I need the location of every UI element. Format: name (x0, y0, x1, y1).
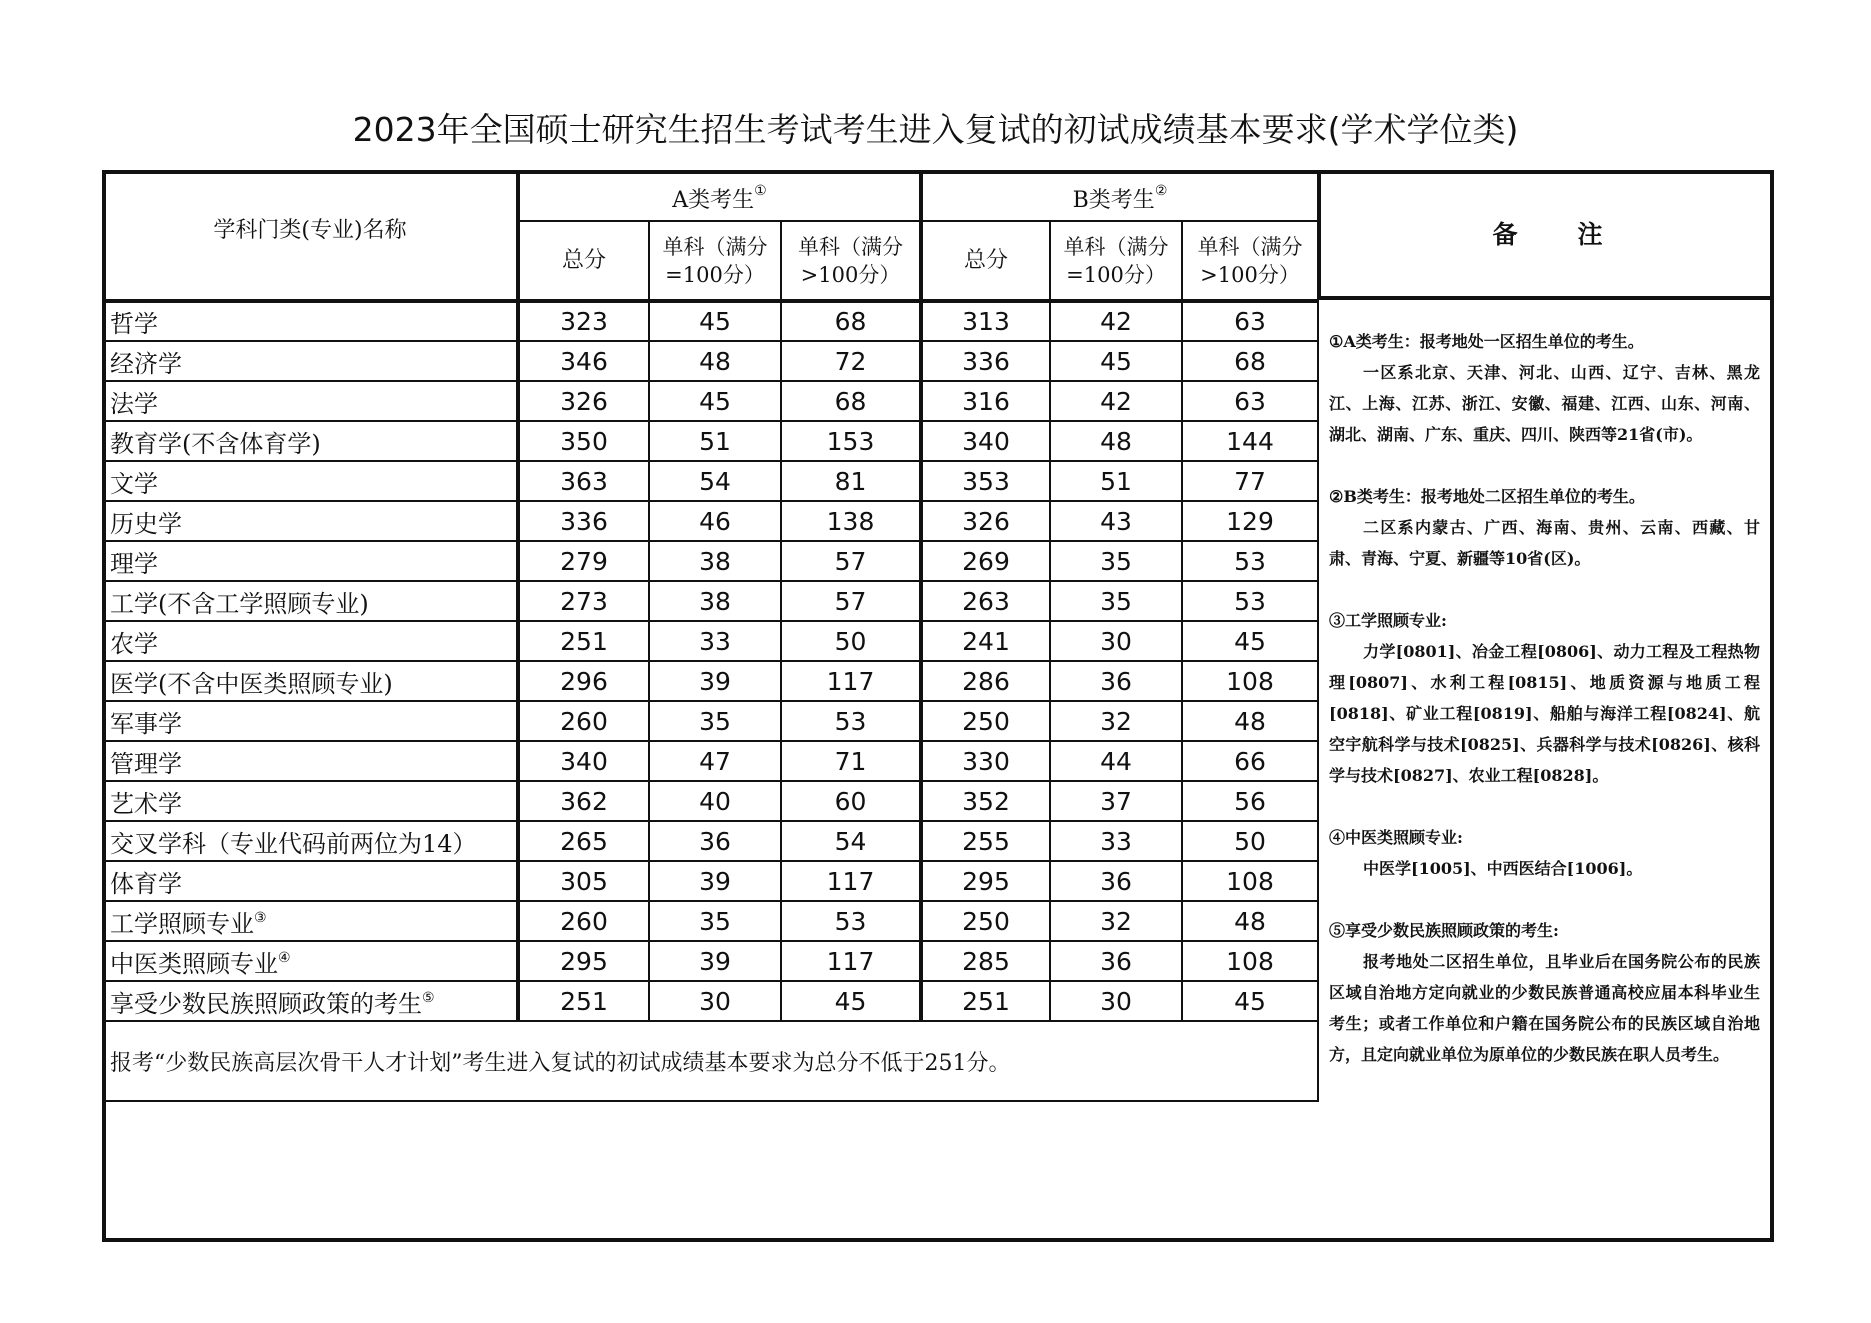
notes-header-label: 备注 (1492, 220, 1663, 249)
score-cell-a-s100: 38 (649, 581, 781, 621)
subject-name: 教育学(不含体育学) (110, 429, 321, 458)
score-cell-a-s100: 54 (649, 461, 781, 501)
score-cell-a-s100: 39 (649, 661, 781, 701)
header-b-total: 总分 (921, 221, 1050, 301)
score-cell-a-s100: 47 (649, 741, 781, 781)
note-minority (1329, 915, 1760, 1070)
score-cell-b-total: 336 (921, 341, 1050, 381)
header-line: 单科（满分 (798, 234, 903, 259)
score-cell-a-total: 340 (518, 741, 649, 781)
score-cell-a-total: 265 (518, 821, 649, 861)
score-cell-b-s100: 35 (1050, 541, 1182, 581)
score-cell-a-total: 336 (518, 501, 649, 541)
score-cell-a-s100: 40 (649, 781, 781, 821)
score-cell-a-total: 260 (518, 901, 649, 941)
header-line: >100分） (800, 262, 901, 287)
score-cell-a-sgt: 45 (781, 981, 921, 1021)
subject-name: 交叉学科（专业代码前两位为14） (110, 829, 477, 858)
score-cell-b-total: 313 (921, 301, 1050, 341)
note-heading: ③工学照顾专业: (1329, 611, 1447, 630)
header-group-b-label: B类考生 (1072, 188, 1155, 213)
footnote-mark: ① (754, 183, 767, 199)
score-cell-b-s100: 48 (1050, 421, 1182, 461)
score-cell-b-s100: 42 (1050, 381, 1182, 421)
score-cell-b-total: 285 (921, 941, 1050, 981)
score-cell-a-total: 323 (518, 301, 649, 341)
score-cell-b-sgt: 45 (1182, 621, 1318, 661)
score-cell-a-total: 279 (518, 541, 649, 581)
subject-name: 历史学 (110, 509, 182, 538)
subject-name: 艺术学 (110, 789, 182, 818)
score-cell-a-total: 326 (518, 381, 649, 421)
score-cell-a-sgt: 57 (781, 541, 921, 581)
score-cell-a-total: 295 (518, 941, 649, 981)
score-cell-a-total: 305 (518, 861, 649, 901)
score-cell-b-sgt: 53 (1182, 581, 1318, 621)
score-cell-b-total: 353 (921, 461, 1050, 501)
score-cell-b-total: 352 (921, 781, 1050, 821)
note-heading: ④中医类照顾专业: (1329, 828, 1463, 847)
footer-note: 报考“少数民族高层次骨干人才计划”考生进入复试的初试成绩基本要求为总分不低于251分。 (103, 1021, 1318, 1101)
note-tcm (1329, 822, 1760, 884)
score-cell-b-total: 269 (921, 541, 1050, 581)
score-cell-b-s100: 51 (1050, 461, 1182, 501)
score-cell-b-s100: 42 (1050, 301, 1182, 341)
score-cell-b-sgt: 63 (1182, 301, 1318, 341)
score-cell-a-s100: 35 (649, 901, 781, 941)
score-cell-b-sgt: 48 (1182, 901, 1318, 941)
note-text: 力学[0801]、冶金工程[0806]、动力工程及工程热物理[0807]、水利工程[0815]、地质资源与地质工程[0818]、矿业工程[0819]、船舶与海洋工程[0824]、航空宇航科学与技术[0825]、兵器科学与技术[0826]、核科学与技术[0827]、农业工程[0828]。 (1329, 642, 1760, 785)
score-cell-a-s100: 39 (649, 861, 781, 901)
score-cell-a-total: 273 (518, 581, 649, 621)
footnote-mark: ③ (254, 909, 267, 926)
subject-name: 农学 (110, 629, 158, 658)
subject-name: 工学(不含工学照顾专业) (110, 589, 369, 618)
subject-name: 经济学 (110, 349, 182, 378)
score-cell-a-sgt: 117 (781, 661, 921, 701)
note-heading: ⑤享受少数民族照顾政策的考生: (1329, 921, 1559, 940)
score-cell-b-s100: 35 (1050, 581, 1182, 621)
score-cell-a-sgt: 54 (781, 821, 921, 861)
score-cell-b-sgt: 45 (1182, 981, 1318, 1021)
subject-name: 理学 (110, 549, 158, 578)
notes-header (1317, 170, 1774, 300)
score-cell-b-total: 250 (921, 701, 1050, 741)
score-cell-a-s100: 39 (649, 941, 781, 981)
note-text: 一区系北京、天津、河北、山西、辽宁、吉林、黑龙江、上海、江苏、浙江、安徽、福建、江西、山东、河南、湖北、湖南、广东、重庆、四川、陕西等21省(市)。 (1329, 363, 1760, 444)
score-cell-b-sgt: 53 (1182, 541, 1318, 581)
score-cell-b-s100: 36 (1050, 661, 1182, 701)
score-cell-a-sgt: 68 (781, 381, 921, 421)
score-cell-a-s100: 48 (649, 341, 781, 381)
score-cell-b-total: 286 (921, 661, 1050, 701)
score-cell-a-total: 251 (518, 981, 649, 1021)
score-cell-a-sgt: 153 (781, 421, 921, 461)
score-cell-a-total: 260 (518, 701, 649, 741)
header-line: =100分） (665, 262, 765, 287)
score-cell-b-sgt: 56 (1182, 781, 1318, 821)
header-a-total: 总分 (518, 221, 649, 301)
score-cell-a-s100: 46 (649, 501, 781, 541)
header-line: 单科（满分 (1063, 234, 1169, 259)
score-cell-b-total: 241 (921, 621, 1050, 661)
score-cell-b-total: 251 (921, 981, 1050, 1021)
subject-name: 法学 (110, 389, 158, 418)
score-cell-b-s100: 37 (1050, 781, 1182, 821)
footnote-mark: ⑤ (422, 989, 435, 1006)
score-cell-b-s100: 36 (1050, 861, 1182, 901)
note-text: 二区系内蒙古、广西、海南、贵州、云南、西藏、甘肃、青海、宁夏、新疆等10省(区)。 (1329, 518, 1760, 568)
notes-panel (1321, 300, 1770, 1238)
score-cell-a-sgt: 72 (781, 341, 921, 381)
score-cell-a-total: 296 (518, 661, 649, 701)
score-cell-a-s100: 36 (649, 821, 781, 861)
header-line: >100分） (1200, 262, 1300, 287)
score-cell-b-sgt: 144 (1182, 421, 1318, 461)
subject-name: 哲学 (110, 310, 158, 338)
score-cell-a-sgt: 53 (781, 901, 921, 941)
score-cell-b-s100: 44 (1050, 741, 1182, 781)
score-cell-b-total: 250 (921, 901, 1050, 941)
score-cell-b-sgt: 68 (1182, 341, 1318, 381)
score-cell-a-sgt: 50 (781, 621, 921, 661)
score-cell-b-sgt: 63 (1182, 381, 1318, 421)
score-cell-a-s100: 38 (649, 541, 781, 581)
subject-name: 医学(不含中医类照顾专业) (110, 669, 393, 698)
score-cell-a-total: 350 (518, 421, 649, 461)
score-cell-b-s100: 30 (1050, 981, 1182, 1021)
score-cell-b-s100: 43 (1050, 501, 1182, 541)
score-cell-a-sgt: 57 (781, 581, 921, 621)
score-cell-b-total: 263 (921, 581, 1050, 621)
subject-name: 军事学 (110, 709, 182, 738)
score-cell-b-total: 316 (921, 381, 1050, 421)
note-text: 中医学[1005]、中西医结合[1006]。 (1363, 859, 1643, 878)
score-cell-a-s100: 30 (649, 981, 781, 1021)
score-cell-b-sgt: 66 (1182, 741, 1318, 781)
header-line: 单科（满分 (662, 234, 768, 259)
score-cell-b-total: 255 (921, 821, 1050, 861)
score-cell-b-s100: 45 (1050, 341, 1182, 381)
score-cell-a-sgt: 68 (781, 301, 921, 341)
score-cell-b-total: 295 (921, 861, 1050, 901)
score-cell-a-s100: 35 (649, 701, 781, 741)
score-cell-b-sgt: 108 (1182, 661, 1318, 701)
score-cell-a-sgt: 117 (781, 941, 921, 981)
note-b (1329, 481, 1760, 574)
score-cell-a-s100: 45 (649, 381, 781, 421)
score-cell-a-sgt: 138 (781, 501, 921, 541)
header-group-a-label: A类考生 (672, 188, 755, 213)
footnote-mark: ② (1154, 183, 1168, 199)
score-cell-b-s100: 36 (1050, 941, 1182, 981)
score-cell-b-sgt: 77 (1182, 461, 1318, 501)
score-cell-a-total: 363 (518, 461, 649, 501)
footnote-mark: ④ (278, 949, 291, 966)
subject-name: 享受少数民族照顾政策的考生 (110, 989, 422, 1018)
score-cell-a-sgt: 71 (781, 741, 921, 781)
score-cell-a-total: 362 (518, 781, 649, 821)
score-cell-b-sgt: 50 (1182, 821, 1318, 861)
note-heading: ①A类考生：报考地处一区招生单位的考生。 (1329, 332, 1644, 351)
score-cell-b-s100: 32 (1050, 901, 1182, 941)
score-cell-b-sgt: 48 (1182, 701, 1318, 741)
score-cell-b-sgt: 108 (1182, 941, 1318, 981)
score-cell-b-total: 326 (921, 501, 1050, 541)
subject-name: 中医类照顾专业 (110, 949, 278, 978)
note-text: 报考地处二区招生单位，且毕业后在国务院公布的民族区域自治地方定向就业的少数民族普通高校应届本科毕业生考生；或者工作单位和户籍在国务院公布的民族区域自治地方，且定向就业单位为原单位的少数民族在职人员考生。 (1329, 952, 1760, 1064)
score-cell-b-s100: 30 (1050, 621, 1182, 661)
score-cell-a-s100: 51 (649, 421, 781, 461)
score-cell-b-total: 340 (921, 421, 1050, 461)
score-cell-b-sgt: 108 (1182, 861, 1318, 901)
score-cell-a-sgt: 60 (781, 781, 921, 821)
score-cell-a-sgt: 81 (781, 461, 921, 501)
note-heading: ②B类考生：报考地处二区招生单位的考生。 (1329, 487, 1645, 506)
score-cell-b-s100: 33 (1050, 821, 1182, 861)
score-cell-a-s100: 33 (649, 621, 781, 661)
header-line: 单科（满分 (1197, 234, 1303, 259)
note-engineering (1329, 605, 1760, 791)
score-cell-a-s100: 45 (649, 301, 781, 341)
subject-name: 管理学 (110, 749, 182, 778)
header-line: =100分） (1066, 262, 1166, 287)
score-cell-a-total: 251 (518, 621, 649, 661)
score-cell-b-s100: 32 (1050, 701, 1182, 741)
subject-name: 体育学 (110, 869, 182, 898)
score-cell-a-sgt: 53 (781, 701, 921, 741)
subject-name: 文学 (110, 469, 158, 498)
score-cell-b-total: 330 (921, 741, 1050, 781)
note-a (1329, 326, 1760, 450)
header-subject-label: 学科门类(专业)名称 (213, 218, 407, 243)
score-cell-a-sgt: 117 (781, 861, 921, 901)
page-title: 2023年全国硕士研究生招生考试考生进入复试的初试成绩基本要求(学术学位类) (352, 110, 1519, 149)
score-cell-a-total: 346 (518, 341, 649, 381)
score-cell-b-sgt: 129 (1182, 501, 1318, 541)
subject-name: 工学照顾专业 (110, 909, 254, 938)
